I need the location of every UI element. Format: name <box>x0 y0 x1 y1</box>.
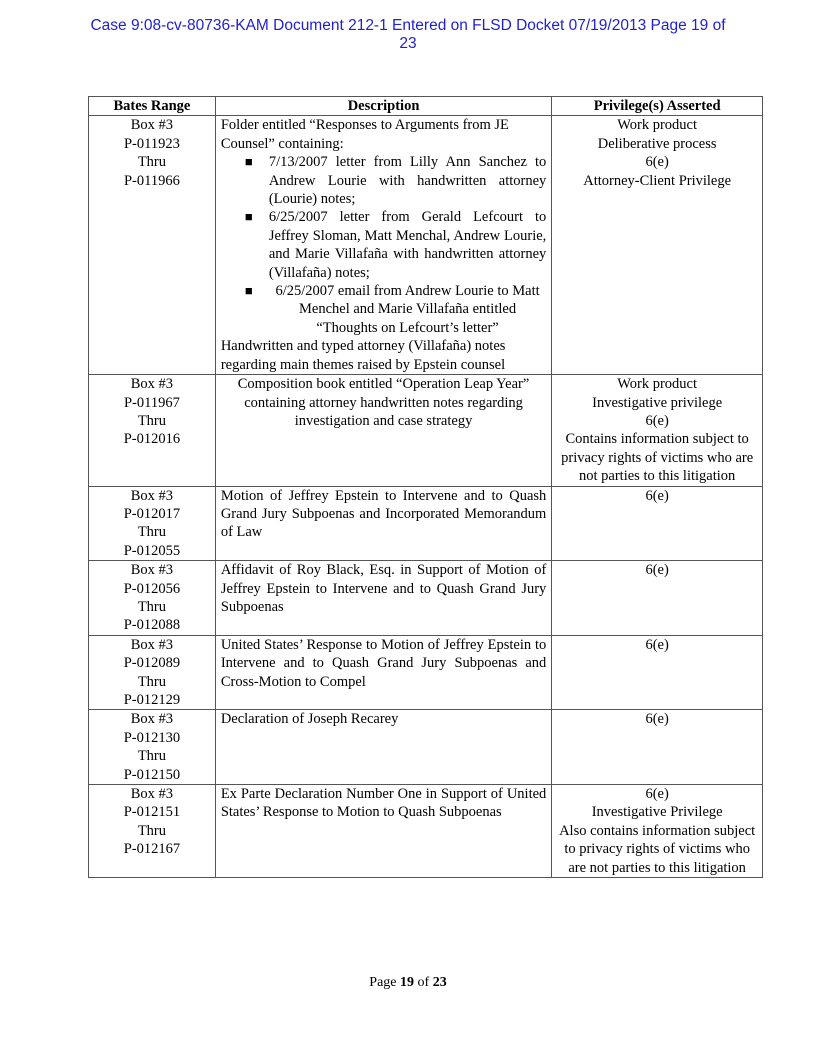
description-outro: Handwritten and typed attorney (Villafaña) notes regarding main themes raised by Epstein counsel <box>220 338 506 373</box>
bates-start: P-012089 <box>123 655 181 672</box>
bates-box: Box #3 <box>130 487 174 504</box>
privileges-cell <box>552 561 763 636</box>
bullet-text: 6/25/2007 email from Andrew Lourie to Matt Menchel and Marie Villafaña entitled “Thoughts on Lefcourt’s letter” <box>275 283 540 336</box>
bates-box: Box #3 <box>130 636 174 653</box>
square-bullet-icon: ■ <box>244 154 253 170</box>
docket-header-line-2: 23 <box>399 35 417 52</box>
description-cell: Declaration of Joseph Recarey <box>215 710 551 785</box>
column-header-privileges: Privilege(s) Asserted <box>552 97 763 116</box>
table-row <box>89 710 763 785</box>
column-header-description: Description <box>215 97 551 116</box>
description-cell: Affidavit of Roy Black, Esq. in Support of Motion of Jeffrey Epstein to Intervene and to Quash Grand Jury Subpoenas <box>215 561 551 636</box>
bates-box: Box #3 <box>130 711 174 728</box>
bates-range-cell <box>89 375 216 486</box>
bates-start: P-012130 <box>123 729 181 746</box>
bates-start: P-011967 <box>123 394 180 411</box>
privilege-item: 6(e) <box>645 562 669 579</box>
bates-range-cell <box>89 785 216 878</box>
privilege-item: 6(e) <box>645 786 669 803</box>
description-cell: Motion of Jeffrey Epstein to Intervene and to Quash Grand Jury Subpoenas and Incorporated Memorandum of Law <box>215 486 551 561</box>
bates-end: P-012129 <box>123 692 181 708</box>
description-cell: Composition book entitled “Operation Leap Year” containing attorney handwritten notes regarding investigation and case strategy <box>215 375 551 486</box>
bates-end: P-011966 <box>123 172 180 189</box>
bates-thru: Thru <box>137 673 166 690</box>
footer-total-pages: 23 <box>432 975 447 990</box>
bullet-text: 7/13/2007 letter from Lilly Ann Sanchez to Andrew Lourie with handwritten attorney (Lourie) notes; <box>268 154 547 208</box>
column-header-bates-range: Bates Range <box>89 97 216 116</box>
bates-end: P-012150 <box>123 766 181 783</box>
square-bullet-icon: ■ <box>244 283 253 299</box>
privilege-item: Investigative privilege <box>592 394 723 411</box>
bates-box: Box #3 <box>130 117 174 134</box>
bullet-text: 6/25/2007 letter from Gerald Lefcourt to Jeffrey Sloman, Matt Menchal, Andrew Lourie, and Marie Villafaña with handwritten attorney (Villafaña) notes; <box>268 209 547 281</box>
table-row <box>89 561 763 636</box>
bates-end: P-012016 <box>123 431 181 448</box>
bates-box: Box #3 <box>130 786 174 803</box>
description-intro: Folder entitled “Responses to Arguments from JE Counsel” containing: <box>220 117 509 152</box>
docket-header-line-1: Case 9:08-cv-80736-KAM Document 212-1 Entered on FLSD Docket 07/19/2013 Page 19 of <box>90 17 726 34</box>
bates-thru: Thru <box>137 154 166 171</box>
table-row <box>89 486 763 561</box>
privilege-item: Contains information subject to privacy rights of victims who are not parties to this litigation <box>561 431 754 485</box>
privileges-cell <box>552 375 763 486</box>
bates-box: Box #3 <box>130 376 174 393</box>
bates-range-cell <box>89 116 216 375</box>
privilege-item: Work product <box>617 117 698 134</box>
bates-start: P-012151 <box>123 804 181 821</box>
privilege-item: 6(e) <box>645 412 669 429</box>
privileges-cell <box>552 785 763 878</box>
bates-end: P-012167 <box>123 841 181 858</box>
square-bullet-icon: ■ <box>244 209 253 225</box>
bates-start: P-012056 <box>123 580 181 597</box>
privilege-item: Attorney-Client Privilege <box>583 172 732 189</box>
docket-header <box>40 17 776 53</box>
privilege-log-table <box>88 96 763 878</box>
bates-box: Box #3 <box>130 562 174 579</box>
privilege-item: 6(e) <box>645 154 669 171</box>
privilege-item: Deliberative process <box>597 135 717 152</box>
bates-start: P-012017 <box>123 505 181 522</box>
list-item <box>244 208 547 282</box>
privilege-item: 6(e) <box>645 711 669 728</box>
table-row <box>89 116 763 375</box>
description-cell: Ex Parte Declaration Number One in Support of United States’ Response to Motion to Quash Subpoenas <box>215 785 551 878</box>
privilege-item: Investigative Privilege <box>591 804 723 821</box>
bates-range-cell <box>89 635 216 710</box>
page-footer <box>0 975 816 991</box>
privilege-item: Work product <box>617 376 698 393</box>
bates-range-cell <box>89 561 216 636</box>
bates-thru: Thru <box>137 822 166 839</box>
footer-middle: of <box>414 975 433 990</box>
bates-thru: Thru <box>137 748 166 765</box>
privileges-cell <box>552 710 763 785</box>
table-row <box>89 375 763 486</box>
table-header-row <box>89 97 763 116</box>
privilege-item: Also contains information subject to privacy rights of victims who are not parties to this litigation <box>559 822 756 876</box>
bates-thru: Thru <box>137 524 166 541</box>
list-item <box>244 153 547 208</box>
description-bullet-list <box>221 153 546 337</box>
table-row <box>89 785 763 878</box>
bates-thru: Thru <box>137 412 166 429</box>
privilege-item: 6(e) <box>645 636 669 653</box>
table-row <box>89 635 763 710</box>
footer-page-number: 19 <box>400 975 415 990</box>
description-cell: United States’ Response to Motion of Jeffrey Epstein to Intervene and to Quash Grand Jury Subpoenas and Cross-Motion to Compel <box>215 635 551 710</box>
bates-range-cell <box>89 486 216 561</box>
footer-prefix: Page <box>369 975 401 990</box>
privileges-cell <box>552 486 763 561</box>
bates-end: P-012055 <box>123 542 181 559</box>
privilege-item: 6(e) <box>645 487 669 504</box>
list-item <box>244 282 546 337</box>
bates-range-cell <box>89 710 216 785</box>
privileges-cell <box>552 116 763 375</box>
bates-end: P-012088 <box>123 617 181 634</box>
description-cell <box>215 116 551 375</box>
bates-thru: Thru <box>137 598 166 615</box>
privileges-cell <box>552 635 763 710</box>
bates-start: P-011923 <box>123 135 180 152</box>
